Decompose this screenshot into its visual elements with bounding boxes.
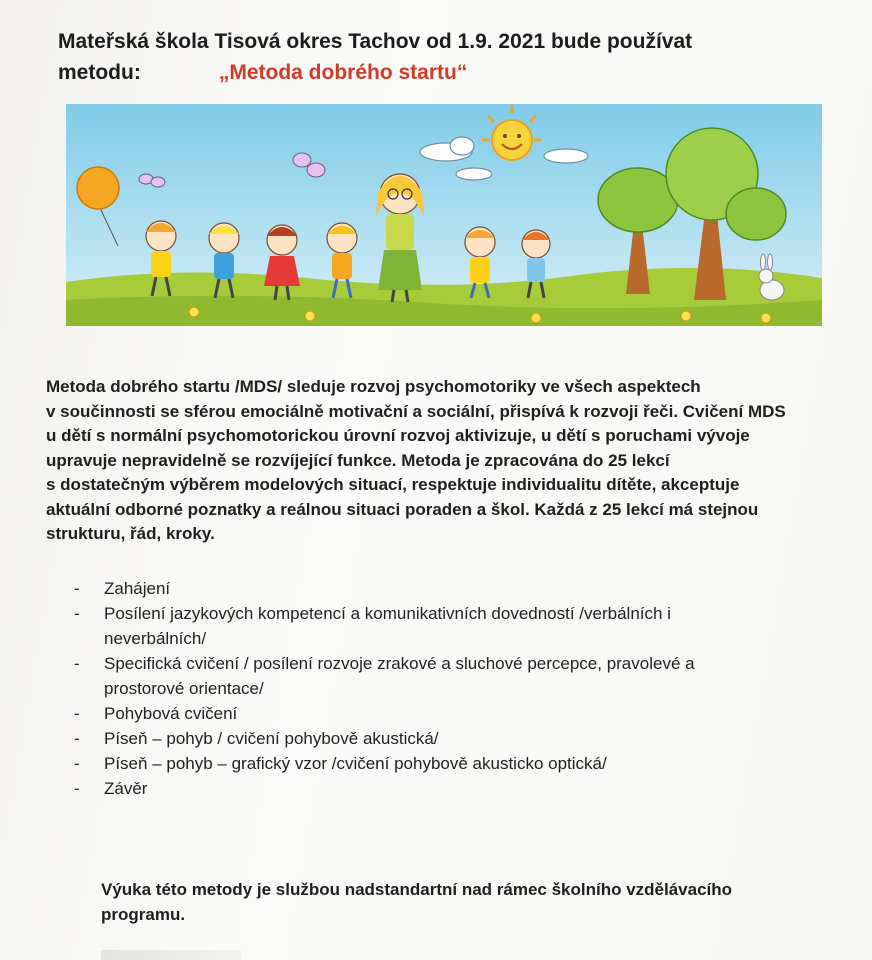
list-dash: - bbox=[74, 604, 80, 623]
step-text: Posílení jazykových kompetencí a komunikativních dovedností /verbálních i bbox=[104, 604, 671, 623]
list-item bbox=[64, 576, 824, 601]
heading-prefix: metodu: bbox=[58, 61, 141, 84]
list-item bbox=[64, 726, 824, 751]
step-text: neverbálních/ bbox=[104, 629, 207, 648]
step-text: Závěr bbox=[104, 779, 148, 798]
lesson-steps-list bbox=[64, 576, 824, 801]
intro-line: v součinnosti se sférou emociálně motivační a sociální, přispívá k rozvoji řeči. Cvičení MDS bbox=[46, 401, 786, 421]
intro-paragraph bbox=[46, 375, 836, 547]
list-item bbox=[64, 776, 824, 801]
heading-line-1: Mateřská škola Tisová okres Tachov od 1.9. 2021 bude používat bbox=[58, 30, 693, 53]
step-text: Pohybová cvičení bbox=[104, 704, 238, 723]
intro-line: upravuje nepravidelně se rozvíjející funkce. Metoda je zpracována do 25 lekcí bbox=[46, 450, 670, 470]
step-text: prostorové orientace/ bbox=[104, 679, 264, 698]
list-item bbox=[64, 601, 824, 651]
list-dash: - bbox=[74, 729, 80, 748]
intro-line: strukturu, řád, kroky. bbox=[46, 524, 215, 543]
list-dash: - bbox=[74, 654, 80, 673]
list-dash: - bbox=[74, 579, 80, 598]
method-name: „Metoda dobrého startu“ bbox=[218, 61, 468, 84]
document-heading bbox=[58, 26, 838, 88]
step-text: Zahájení bbox=[104, 579, 171, 598]
list-dash: - bbox=[74, 704, 80, 723]
list-dash: - bbox=[74, 754, 80, 773]
list-item bbox=[64, 651, 824, 701]
step-text: Píseň – pohyb / cvičení pohybově akustická/ bbox=[104, 729, 439, 748]
children-illustration bbox=[66, 104, 822, 326]
step-text: Píseň – pohyb – grafický vzor /cvičení pohybově akusticko optická/ bbox=[104, 754, 607, 773]
intro-line: u dětí s normální psychomotorickou úrovní rozvoj aktivizuje, u dětí s poruchami vývoje bbox=[46, 426, 750, 445]
step-text: Specifická cvičení / posílení rozvoje zrakové a sluchové percepce, pravolevé a bbox=[104, 654, 695, 673]
intro-line: Metoda dobrého startu /MDS/ sleduje rozvoj psychomotoriky ve všech aspektech bbox=[46, 377, 701, 396]
list-item bbox=[64, 701, 824, 726]
closing-note bbox=[101, 878, 821, 927]
heading-line-2 bbox=[58, 57, 838, 88]
intro-line: aktuální odborné poznatky a reálnou situaci poraden a škol. Každá z 25 lekcí má stejnou bbox=[46, 499, 759, 519]
list-item bbox=[64, 751, 824, 776]
note-line: programu. bbox=[101, 904, 186, 924]
note-line: Výuka této metody je službou nadstandartní nad rámec školního vzdělávacího bbox=[101, 880, 733, 899]
list-dash: - bbox=[74, 779, 80, 798]
intro-line: s dostatečným výběrem modelových situací, respektuje individualitu dítěte, akceptuje bbox=[46, 475, 740, 494]
cut-off-text-fragment bbox=[101, 950, 241, 960]
